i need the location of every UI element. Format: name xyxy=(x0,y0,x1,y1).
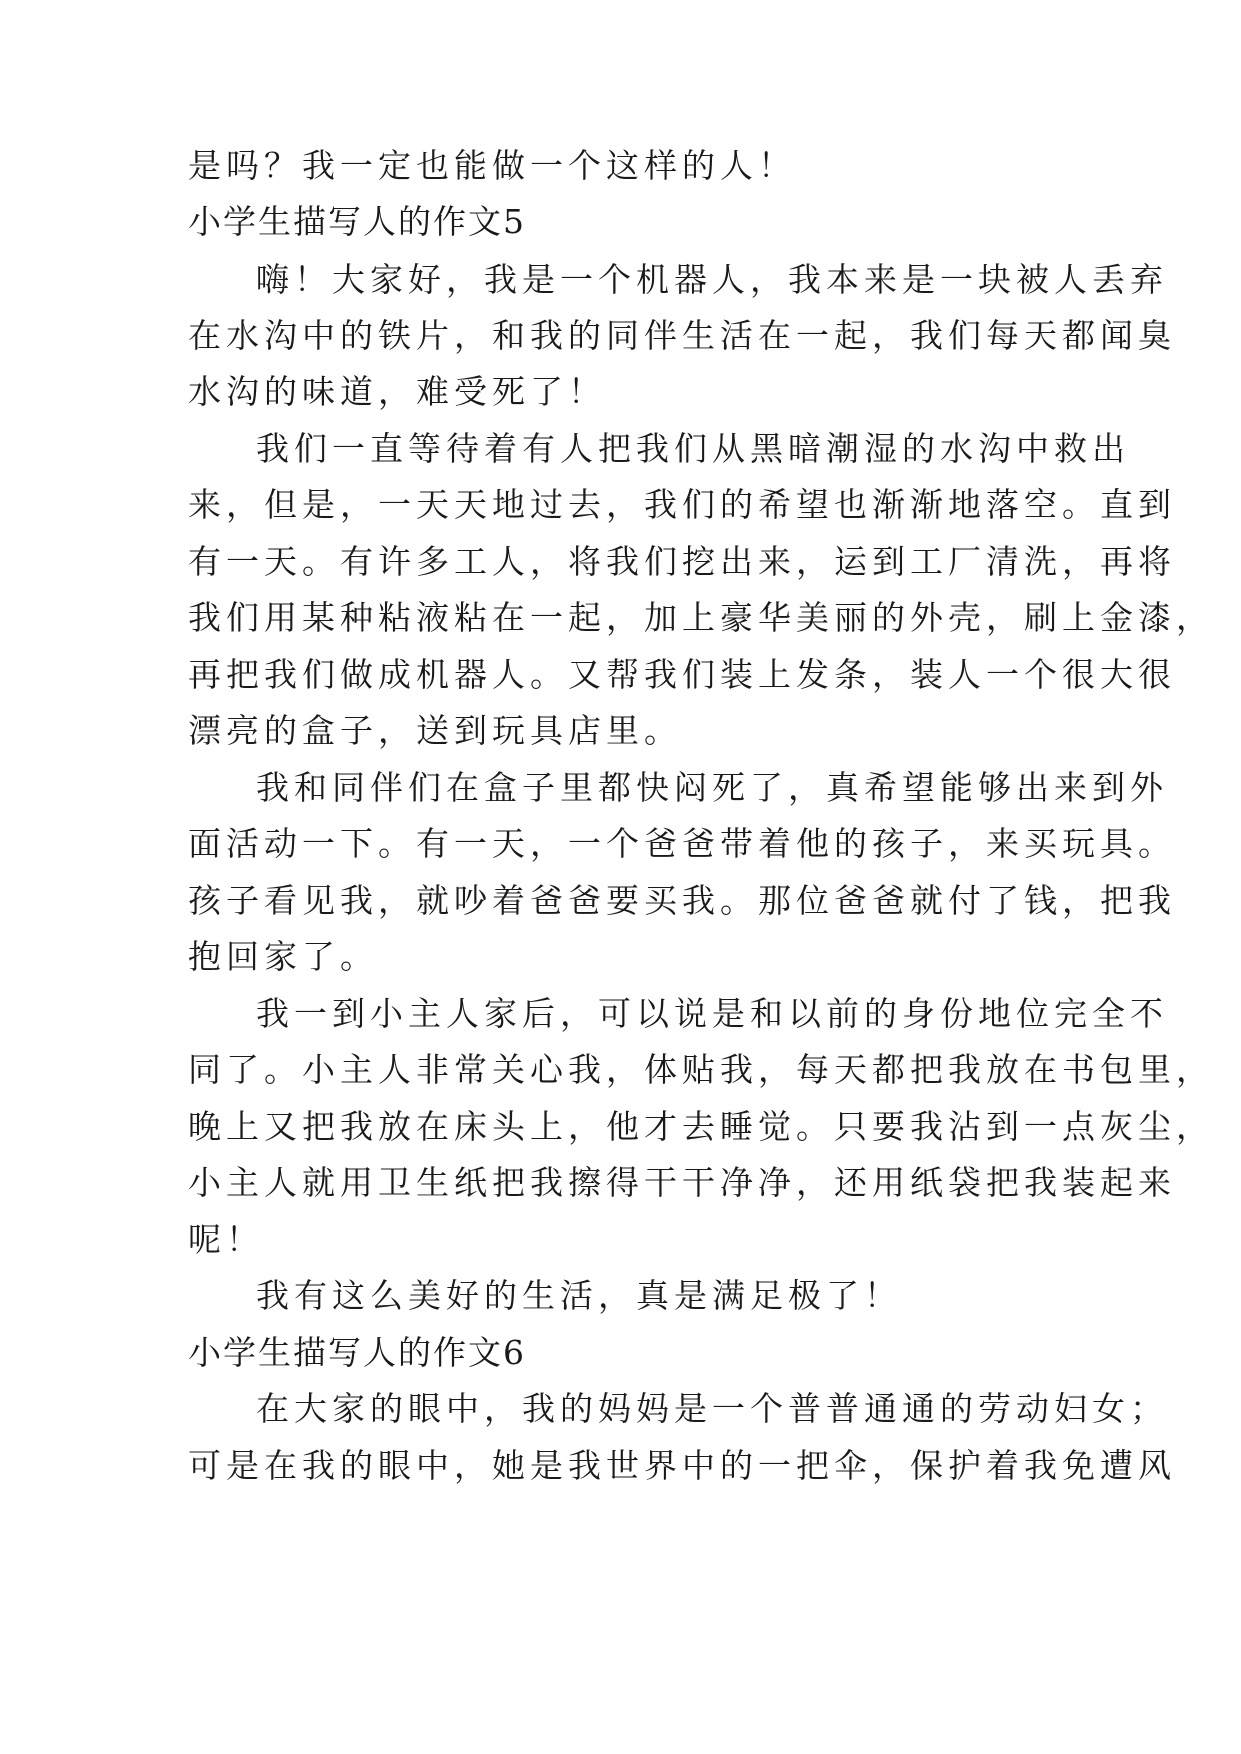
text-line: 在水沟中的铁片，和我的同伴生活在一起，我们每天都闻臭 xyxy=(188,316,1176,355)
text-line: 晚上又把我放在床头上，他才去睡觉。只要我沾到一点灰尘， xyxy=(188,1107,1214,1146)
text-line: 同了。小主人非常关心我，体贴我，每天都把我放在书包里， xyxy=(188,1050,1214,1089)
paragraph-start: 在大家的眼中，我的妈妈是一个普普通通的劳动妇女； xyxy=(256,1389,1168,1428)
paragraph-start: 我一到小主人家后，可以说是和以前的身份地位完全不 xyxy=(256,994,1168,1033)
paragraph-start: 我和同伴们在盒子里都快闷死了，真希望能够出来到外 xyxy=(256,768,1168,807)
text-line: 是吗？我一定也能做一个这样的人！ xyxy=(188,146,796,185)
text-line: 漂亮的盒子，送到玩具店里。 xyxy=(188,711,682,750)
paragraph-start: 我有这么美好的生活，真是满足极了！ xyxy=(256,1276,902,1315)
text-line: 我们用某种粘液粘在一起，加上豪华美丽的外壳，刷上金漆， xyxy=(188,598,1214,637)
text-line: 可是在我的眼中，她是我世界中的一把伞，保护着我免遭风 xyxy=(188,1446,1176,1485)
paragraph-start: 我们一直等待着有人把我们从黑暗潮湿的水沟中救出 xyxy=(256,429,1130,468)
text-line: 再把我们做成机器人。又帮我们装上发条，装人一个很大很 xyxy=(188,655,1176,694)
section-heading: 小学生描写人的作文5 xyxy=(188,202,526,241)
text-line: 面活动一下。有一天，一个爸爸带着他的孩子，来买玩具。 xyxy=(188,824,1176,863)
text-line: 孩子看见我，就吵着爸爸要买我。那位爸爸就付了钱，把我 xyxy=(188,881,1176,920)
text-line: 呢！ xyxy=(188,1220,264,1259)
text-line: 小主人就用卫生纸把我擦得干干净净，还用纸袋把我装起来 xyxy=(188,1163,1176,1202)
section-heading: 小学生描写人的作文6 xyxy=(188,1333,526,1372)
text-line: 有一天。有许多工人，将我们挖出来，运到工厂清洗，再将 xyxy=(188,542,1176,581)
paragraph-start: 嗨！大家好，我是一个机器人，我本来是一块被人丢弃 xyxy=(256,260,1168,299)
text-line: 水沟的味道，难受死了！ xyxy=(188,372,606,411)
text-line: 来，但是，一天天地过去，我们的希望也渐渐地落空。直到 xyxy=(188,485,1176,524)
text-line: 抱回家了。 xyxy=(188,937,378,976)
